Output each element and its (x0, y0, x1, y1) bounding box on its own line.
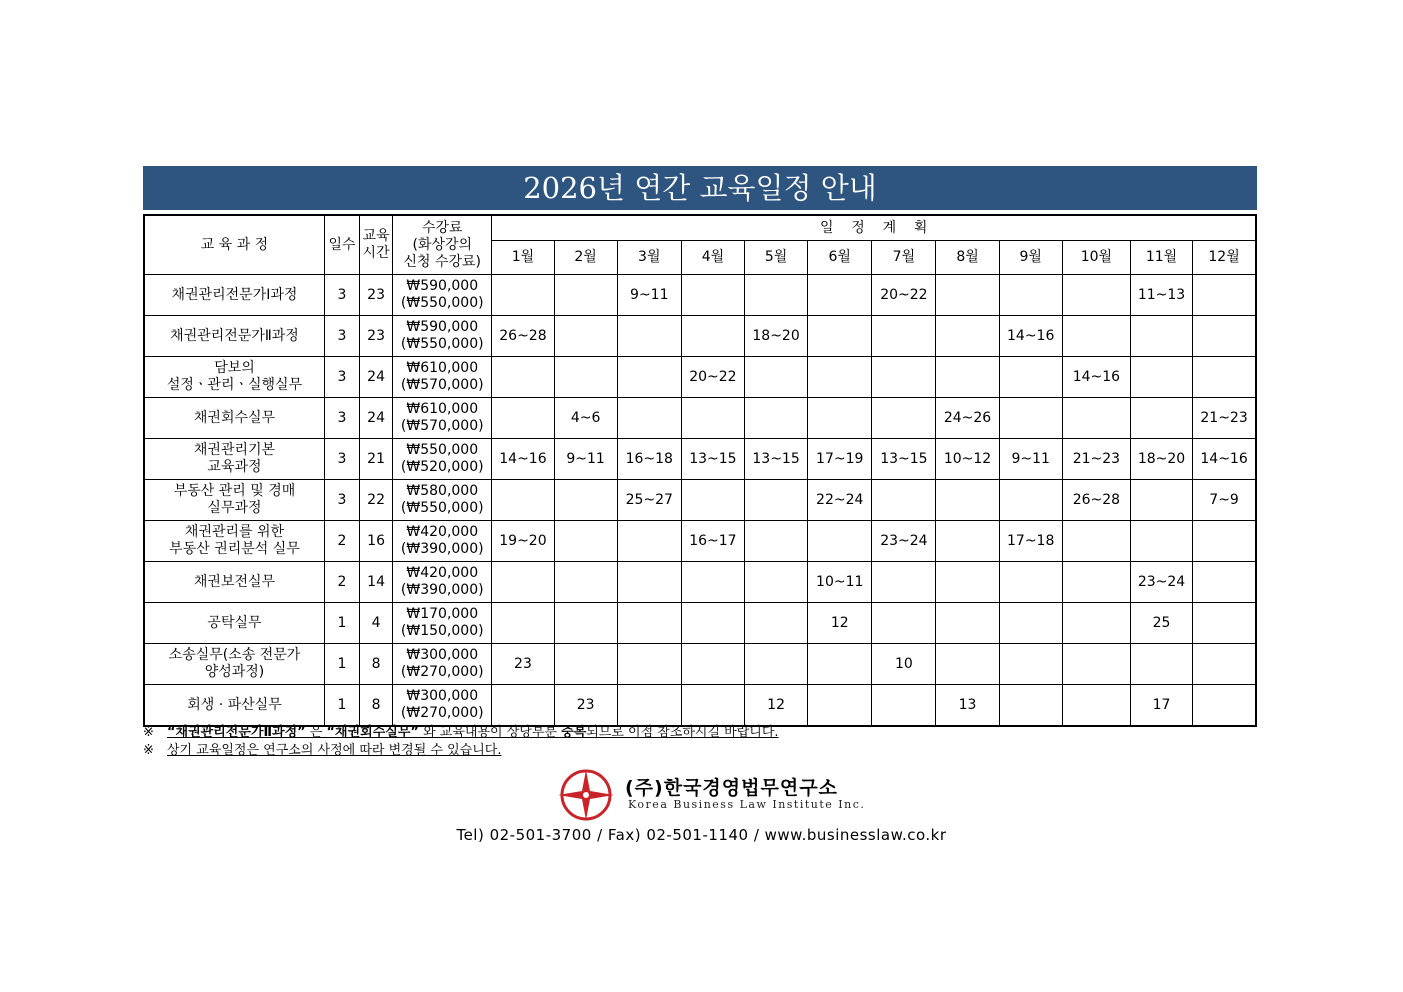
header-month: 6월 (808, 241, 872, 275)
schedule-cell (617, 521, 681, 562)
page-title: 2026년 연간 교육일정 안내 (143, 166, 1257, 210)
course-days: 2 (324, 562, 359, 603)
table-row (144, 357, 1256, 398)
schedule-cell: 14~16 (1193, 439, 1256, 480)
schedule-cell: 10 (872, 644, 936, 685)
course-days: 1 (324, 603, 359, 644)
schedule-cell: 13~15 (681, 439, 744, 480)
schedule-cell (808, 685, 872, 727)
schedule-cell: 17 (1130, 685, 1192, 727)
schedule-cell (554, 562, 617, 603)
schedule-cell (617, 316, 681, 357)
course-fee: ₩590,000 (₩550,000) (393, 316, 492, 357)
schedule-cell (1193, 562, 1256, 603)
schedule-cell (492, 685, 554, 727)
schedule-cell: 23~24 (1130, 562, 1192, 603)
course-days: 3 (324, 439, 359, 480)
header-month: 8월 (936, 241, 999, 275)
course-hours: 8 (360, 685, 393, 727)
schedule-cell: 26~28 (492, 316, 554, 357)
table-row (144, 521, 1256, 562)
schedule-cell (681, 562, 744, 603)
schedule-cell (999, 357, 1062, 398)
course-name: 소송실무(소송 전문가 양성과정) (144, 644, 324, 685)
header-month: 7월 (872, 241, 936, 275)
schedule-cell: 19~20 (492, 521, 554, 562)
schedule-cell: 23~24 (872, 521, 936, 562)
schedule-cell (492, 603, 554, 644)
schedule-cell (999, 480, 1062, 521)
header-month: 11월 (1130, 241, 1192, 275)
schedule-cell (808, 357, 872, 398)
schedule-cell (1193, 275, 1256, 316)
schedule-cell (745, 562, 808, 603)
schedule-cell (808, 644, 872, 685)
schedule-cell: 13~15 (745, 439, 808, 480)
course-fee: ₩580,000 (₩550,000) (393, 480, 492, 521)
schedule-cell: 9~11 (554, 439, 617, 480)
schedule-cell (872, 357, 936, 398)
company-name-ko: (주)한국경영법무연구소 (625, 777, 838, 799)
course-fee: ₩170,000 (₩150,000) (393, 603, 492, 644)
schedule-cell (745, 398, 808, 439)
schedule-cell (554, 603, 617, 644)
schedule-cell: 23 (492, 644, 554, 685)
schedule-cell (872, 480, 936, 521)
course-hours: 23 (360, 275, 393, 316)
schedule-cell (1193, 521, 1256, 562)
schedule-cell (1062, 603, 1130, 644)
schedule-cell: 20~22 (681, 357, 744, 398)
schedule-cell (617, 685, 681, 727)
schedule-cell (681, 398, 744, 439)
schedule-cell (936, 521, 999, 562)
course-hours: 21 (360, 439, 393, 480)
notes (143, 724, 779, 760)
schedule-cell (1062, 316, 1130, 357)
schedule-cell (936, 275, 999, 316)
compass-star-logo-icon (556, 768, 616, 822)
schedule-cell (492, 275, 554, 316)
schedule-cell: 13~15 (872, 439, 936, 480)
schedule-cell: 14~16 (1062, 357, 1130, 398)
schedule-cell: 13 (936, 685, 999, 727)
table-row (144, 644, 1256, 685)
schedule-cell: 12 (745, 685, 808, 727)
course-days: 3 (324, 316, 359, 357)
schedule-cell (681, 603, 744, 644)
course-fee: ₩590,000 (₩550,000) (393, 275, 492, 316)
schedule-cell (1130, 398, 1192, 439)
schedule-cell: 24~26 (936, 398, 999, 439)
course-hours: 23 (360, 316, 393, 357)
schedule-cell: 21~23 (1062, 439, 1130, 480)
schedule-cell (872, 603, 936, 644)
header-fee: 수강료 (화상강의 신청 수강료) (393, 215, 492, 275)
course-fee: ₩420,000 (₩390,000) (393, 562, 492, 603)
schedule-cell (1062, 398, 1130, 439)
schedule-cell (492, 357, 554, 398)
course-name: 회생 · 파산실무 (144, 685, 324, 727)
course-days: 2 (324, 521, 359, 562)
course-name: 채권보전실무 (144, 562, 324, 603)
schedule-cell (681, 480, 744, 521)
course-fee: ₩420,000 (₩390,000) (393, 521, 492, 562)
header-month: 10월 (1062, 241, 1130, 275)
schedule-cell: 14~16 (492, 439, 554, 480)
schedule-cell (1193, 603, 1256, 644)
header-month: 9월 (999, 241, 1062, 275)
schedule-cell (1130, 521, 1192, 562)
schedule-cell (554, 480, 617, 521)
schedule-cell (745, 644, 808, 685)
schedule-cell (745, 480, 808, 521)
course-fee: ₩610,000 (₩570,000) (393, 398, 492, 439)
schedule-cell (999, 398, 1062, 439)
table-row (144, 685, 1256, 727)
course-fee: ₩550,000 (₩520,000) (393, 439, 492, 480)
schedule-cell (681, 685, 744, 727)
schedule-cell: 12 (808, 603, 872, 644)
schedule-cell: 9~11 (999, 439, 1062, 480)
schedule-cell (554, 644, 617, 685)
schedule-cell (872, 398, 936, 439)
header-month: 1월 (492, 241, 554, 275)
table-row (144, 316, 1256, 357)
table-row (144, 480, 1256, 521)
schedule-cell (936, 644, 999, 685)
schedule-cell (554, 316, 617, 357)
schedule-cell (1062, 685, 1130, 727)
course-name: 채권관리기본 교육과정 (144, 439, 324, 480)
course-name: 담보의 설정ㆍ관리ㆍ실행실무 (144, 357, 324, 398)
schedule-cell: 18~20 (745, 316, 808, 357)
header-days: 일수 (324, 215, 359, 275)
course-name: 채권관리전문가Ⅰ과정 (144, 275, 324, 316)
schedule-cell (936, 357, 999, 398)
schedule-cell: 17~18 (999, 521, 1062, 562)
note-1: ※ “채권관리전문가Ⅱ과정” 은 “채권회수실무” 와 교육내용이 상당부분 중복되므로 이점 참조하시길 바랍니다. (143, 725, 779, 740)
schedule-cell (745, 275, 808, 316)
schedule-cell: 4~6 (554, 398, 617, 439)
schedule-cell (808, 398, 872, 439)
course-days: 1 (324, 644, 359, 685)
schedule-cell (617, 398, 681, 439)
table-row (144, 562, 1256, 603)
course-name: 채권관리를 위한 부동산 권리분석 실무 (144, 521, 324, 562)
note-2: ※ 상기 교육일정은 연구소의 사정에 따라 변경될 수 있습니다. (143, 743, 502, 758)
schedule-cell (554, 521, 617, 562)
schedule-cell: 23 (554, 685, 617, 727)
schedule-cell (681, 316, 744, 357)
schedule-cell (1130, 644, 1192, 685)
schedule-cell (745, 603, 808, 644)
table-row (144, 398, 1256, 439)
schedule-cell (808, 521, 872, 562)
schedule-cell (872, 562, 936, 603)
schedule-cell (808, 316, 872, 357)
schedule-cell (492, 562, 554, 603)
schedule-cell (617, 644, 681, 685)
schedule-cell (936, 603, 999, 644)
schedule-cell: 25 (1130, 603, 1192, 644)
course-hours: 14 (360, 562, 393, 603)
header-hours: 교육 시간 (360, 215, 393, 275)
schedule-cell (1130, 316, 1192, 357)
header-month: 3월 (617, 241, 681, 275)
course-hours: 24 (360, 398, 393, 439)
schedule-cell (1193, 644, 1256, 685)
course-name: 부동산 관리 및 경매 실무과정 (144, 480, 324, 521)
schedule-cell: 10~12 (936, 439, 999, 480)
course-days: 3 (324, 480, 359, 521)
schedule-cell (936, 562, 999, 603)
schedule-cell (1130, 357, 1192, 398)
table-row (144, 275, 1256, 316)
schedule-cell (745, 357, 808, 398)
schedule-cell: 25~27 (617, 480, 681, 521)
schedule-cell: 9~11 (617, 275, 681, 316)
schedule-cell (554, 357, 617, 398)
schedule-cell (999, 562, 1062, 603)
course-days: 3 (324, 275, 359, 316)
schedule-cell (1062, 275, 1130, 316)
schedule-cell: 17~19 (808, 439, 872, 480)
schedule-cell (617, 603, 681, 644)
schedule-cell: 10~11 (808, 562, 872, 603)
schedule-table (143, 214, 1257, 727)
schedule-cell (936, 480, 999, 521)
schedule-cell (999, 644, 1062, 685)
course-name: 채권회수실무 (144, 398, 324, 439)
course-hours: 16 (360, 521, 393, 562)
course-name: 공탁실무 (144, 603, 324, 644)
course-hours: 22 (360, 480, 393, 521)
schedule-cell: 26~28 (1062, 480, 1130, 521)
course-hours: 24 (360, 357, 393, 398)
header-plan: 일 정 계 획 (492, 215, 1256, 241)
schedule-cell (745, 521, 808, 562)
schedule-cell: 20~22 (872, 275, 936, 316)
schedule-cell (1062, 644, 1130, 685)
schedule-cell: 21~23 (1193, 398, 1256, 439)
course-name: 채권관리전문가Ⅱ과정 (144, 316, 324, 357)
schedule-cell (617, 357, 681, 398)
header-month: 2월 (554, 241, 617, 275)
course-hours: 8 (360, 644, 393, 685)
course-fee: ₩300,000 (₩270,000) (393, 644, 492, 685)
company-name-en: Korea Business Law Institute Inc. (628, 798, 866, 811)
schedule-cell: 7~9 (1193, 480, 1256, 521)
schedule-cell (681, 275, 744, 316)
table-row (144, 439, 1256, 480)
schedule-cell: 14~16 (999, 316, 1062, 357)
schedule-cell (554, 275, 617, 316)
schedule-cell (1193, 357, 1256, 398)
contact-info: Tel) 02-501-3700 / Fax) 02-501-1140 / www.businesslaw.co.kr (456, 826, 947, 844)
schedule-cell (681, 644, 744, 685)
course-fee: ₩610,000 (₩570,000) (393, 357, 492, 398)
schedule-cell (1130, 480, 1192, 521)
schedule-cell (1193, 316, 1256, 357)
header-month: 12월 (1193, 241, 1256, 275)
schedule-cell (999, 275, 1062, 316)
schedule-cell (936, 316, 999, 357)
schedule-cell (492, 398, 554, 439)
schedule-cell (999, 685, 1062, 727)
schedule-cell (1193, 685, 1256, 727)
schedule-cell (872, 316, 936, 357)
course-days: 3 (324, 357, 359, 398)
schedule-cell (808, 275, 872, 316)
schedule-cell: 22~24 (808, 480, 872, 521)
schedule-cell: 11~13 (1130, 275, 1192, 316)
header-month: 5월 (745, 241, 808, 275)
schedule-cell (999, 603, 1062, 644)
schedule-cell (872, 685, 936, 727)
schedule-cell: 18~20 (1130, 439, 1192, 480)
header-month: 4월 (681, 241, 744, 275)
schedule-cell: 16~17 (681, 521, 744, 562)
table-row (144, 603, 1256, 644)
course-days: 1 (324, 685, 359, 727)
schedule-cell (1062, 521, 1130, 562)
course-days: 3 (324, 398, 359, 439)
schedule-cell: 16~18 (617, 439, 681, 480)
schedule-cell (617, 562, 681, 603)
header-course: 교 육 과 정 (144, 215, 324, 275)
course-hours: 4 (360, 603, 393, 644)
schedule-cell (492, 480, 554, 521)
schedule-cell (1062, 562, 1130, 603)
course-fee: ₩300,000 (₩270,000) (393, 685, 492, 727)
